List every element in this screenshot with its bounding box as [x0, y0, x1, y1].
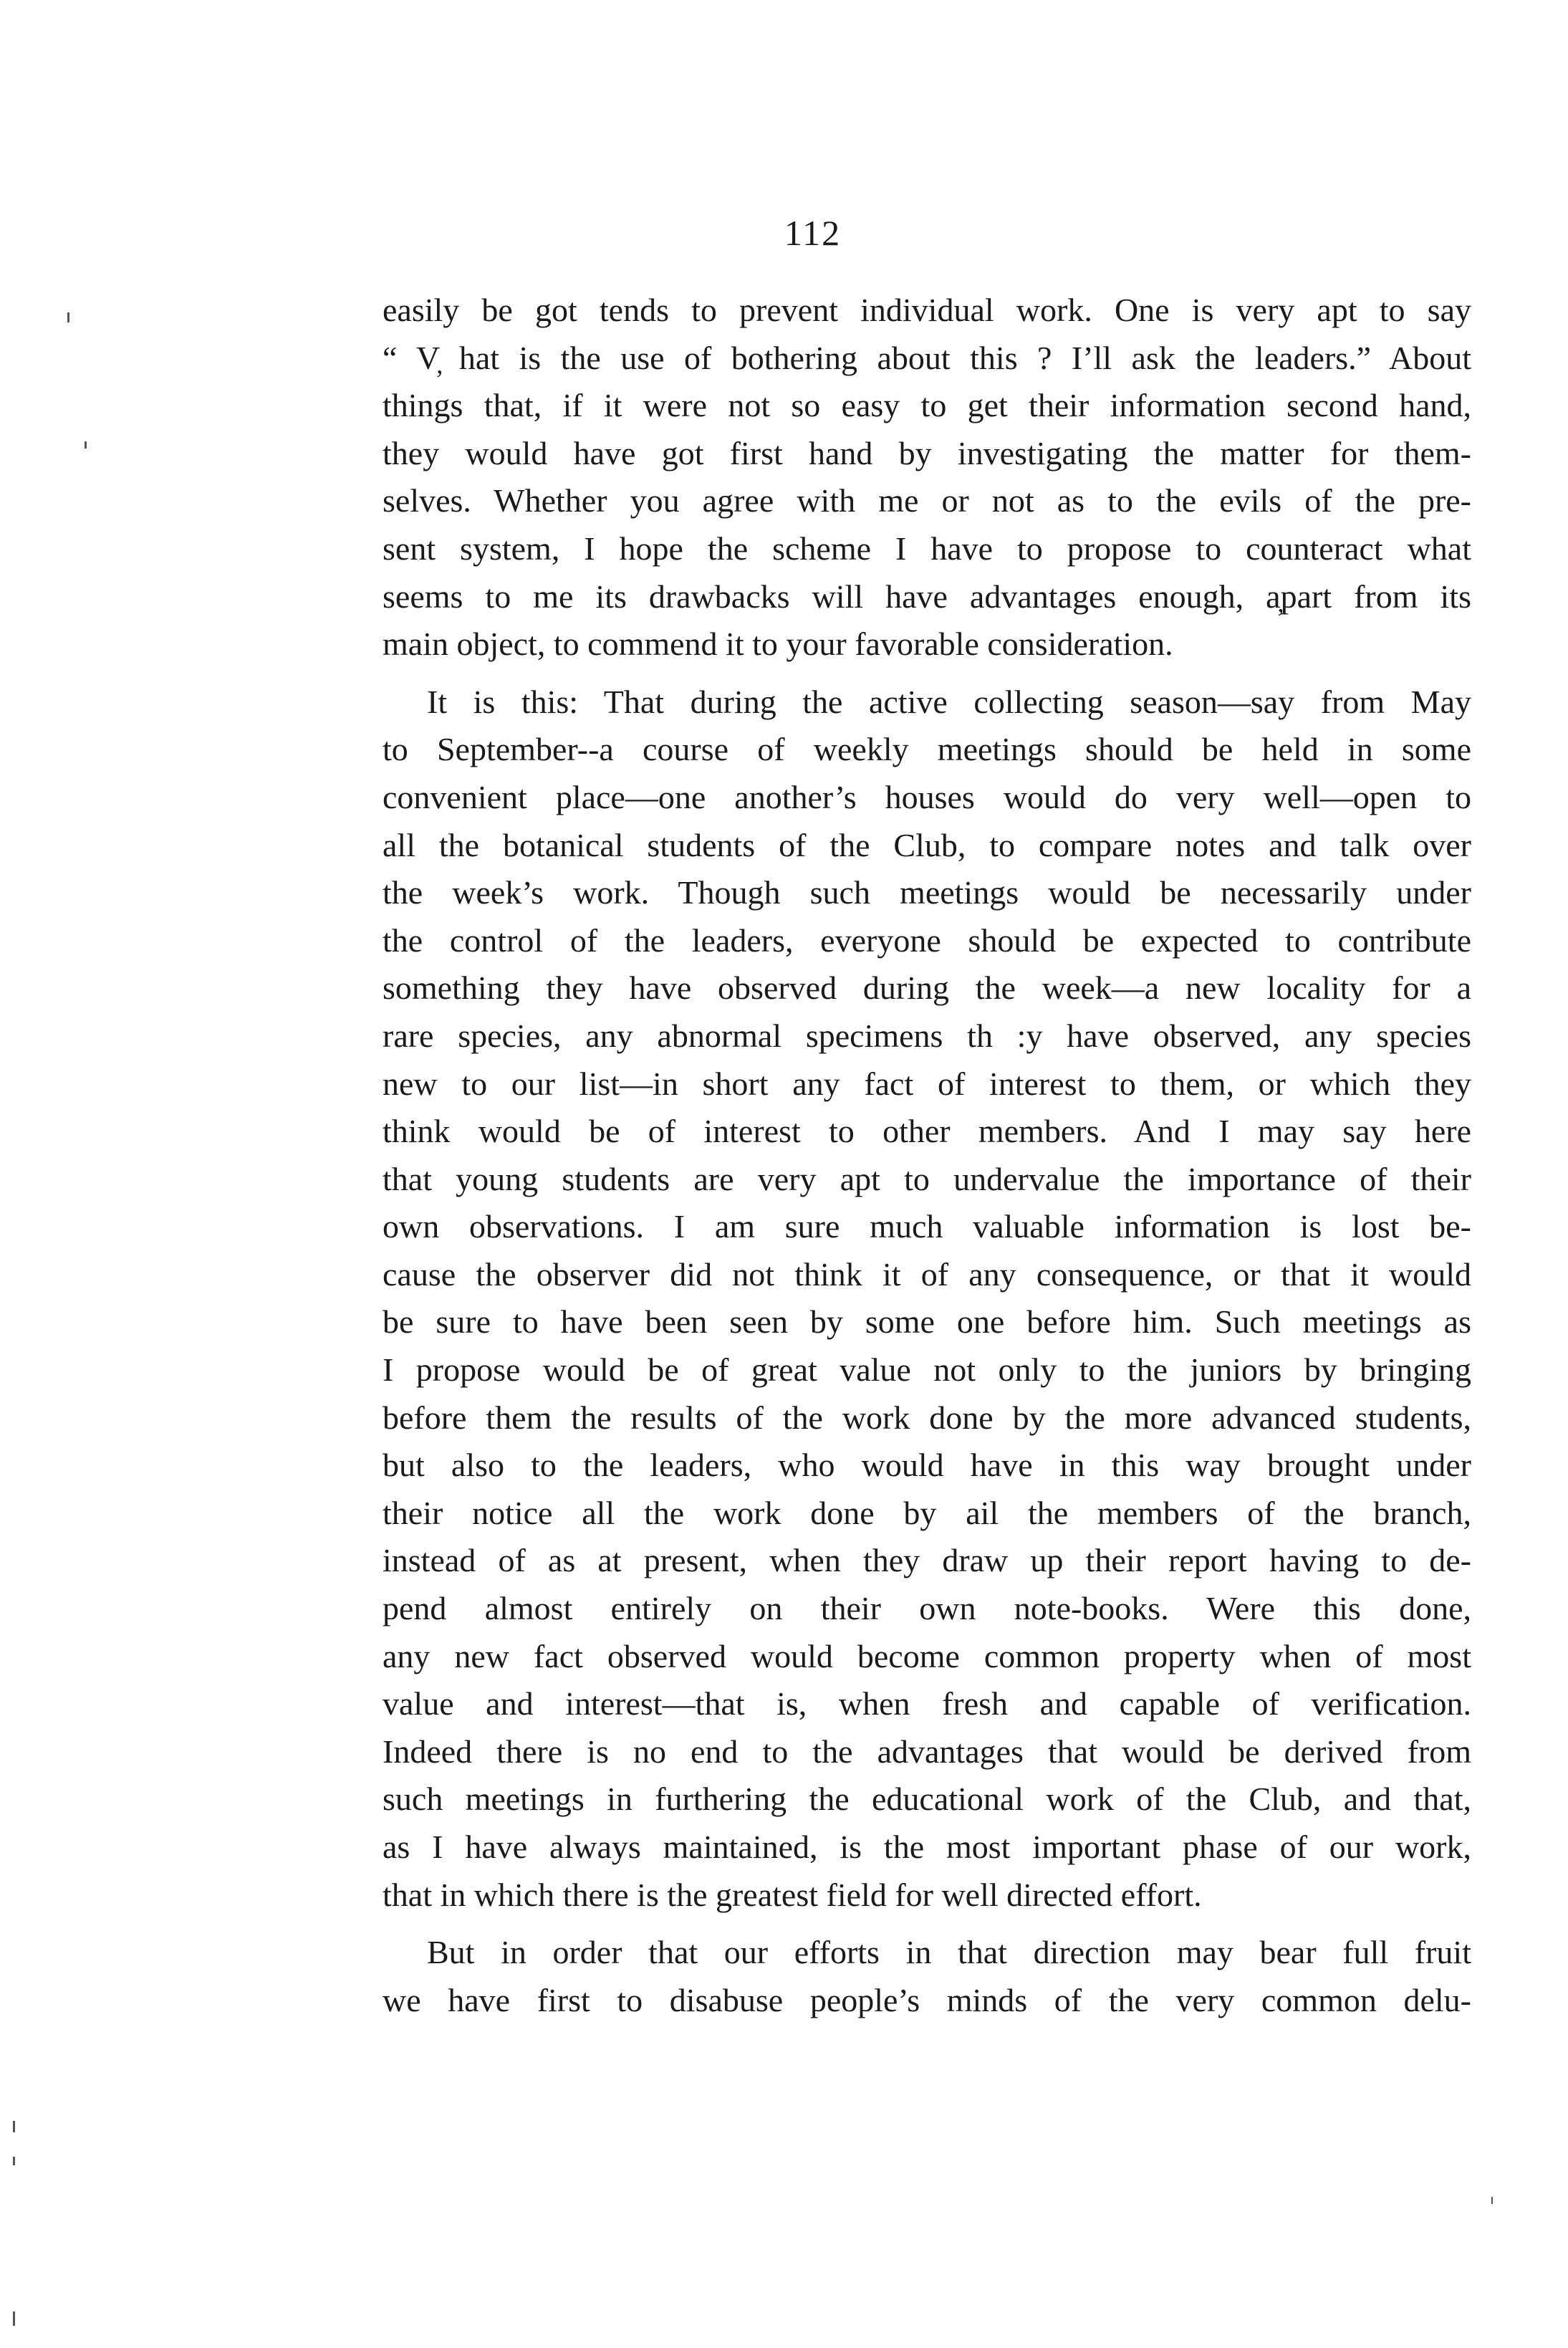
page-number: 112	[784, 213, 842, 253]
text-line: new to our list—in short any fact of interest to them, or which they	[383, 1065, 1471, 1102]
body-text	[383, 287, 1471, 2024]
text-line: before them the results of the work done by the more advanced students,	[383, 1399, 1471, 1436]
paragraph-gap	[383, 669, 1471, 679]
text-line: easily be got tends to prevent individual work. One is very apt to say	[383, 292, 1471, 328]
text-line: own observations. I am sure much valuable information is lost be-	[383, 1208, 1471, 1245]
text-line: any new fact observed would become common property when of most	[383, 1637, 1471, 1674]
scan-speck	[13, 2121, 15, 2132]
text-line: be sure to have been seen by some one before him. Such meetings as	[383, 1303, 1471, 1341]
text-line: we have first to disabuse people’s minds of the very common delu-	[383, 1981, 1471, 2018]
text-line: as I have always maintained, is the most important phase of our work,	[383, 1829, 1471, 1865]
text-line: cause the observer did not think it of any consequence, or that it would	[383, 1255, 1471, 1293]
text-line: main object, to commend it to your favorable consideration.	[383, 626, 1173, 663]
text-line: sent system, I hope the scheme I have to propose to counteract what	[383, 530, 1471, 567]
paragraph-3	[383, 1929, 1471, 2024]
text-line: their notice all the work done by ail the members of the branch,	[383, 1494, 1471, 1531]
text-line: but also to the leaders, who would have in this way brought under	[383, 1447, 1471, 1484]
text-line: all the botanical students of the Club, to compare notes and talk over	[383, 826, 1471, 863]
text-line: such meetings in furthering the educational work of the Club, and that,	[383, 1781, 1471, 1818]
text-line: seems to me its drawbacks will have advantages enough, a̦part from its	[383, 578, 1471, 615]
text-line: things that, if it were not so easy to get their information second hand,	[383, 387, 1471, 424]
text-line: I propose would be of great value not only to the juniors by bringing	[383, 1351, 1471, 1389]
text-line: that in which there is the greatest field for well directed effort.	[383, 1876, 1202, 1913]
paragraph-gap	[383, 1919, 1471, 1929]
scan-speck	[13, 2157, 15, 2165]
scan-speck	[67, 312, 69, 322]
scan-speck	[85, 441, 87, 449]
text-line: selves. Whether you agree with me or not as to the evils of the pre-	[383, 482, 1471, 519]
text-line: value and interest—that is, when fresh and capable of verification.	[383, 1685, 1471, 1722]
text-line: convenient place—one another’s houses would do very well—open to	[383, 778, 1471, 815]
paragraph-1	[383, 287, 1471, 669]
text-line: pend almost entirely on their own note-books. Were this done,	[383, 1590, 1471, 1627]
paragraph-2	[383, 679, 1471, 1919]
text-line: they would have got first hand by investigating the matter for them-	[383, 434, 1471, 471]
text-line: instead of as at present, when they draw up their report having to de-	[383, 1542, 1471, 1579]
text-line: to September--a course of weekly meetings should be held in some	[383, 731, 1471, 768]
text-line: something they have observed during the week—a new locality for a	[383, 969, 1471, 1007]
text-line: the week’s work. Though such meetings would be necessarily under	[383, 874, 1471, 911]
text-line: rare species, any abnormal specimens th :y have observed, any species	[383, 1017, 1471, 1054]
text-line: think would be of interest to other members. And I may say here	[383, 1113, 1471, 1150]
scan-speck	[1491, 2197, 1493, 2204]
scan-speck	[13, 2311, 15, 2326]
text-line: Indeed there is no end to the advantages that would be derived from	[383, 1733, 1471, 1770]
text-line: that young students are very apt to undervalue the importance of their	[383, 1160, 1471, 1197]
text-line: But in order that our efforts in that direction may bear full fruit	[427, 1934, 1471, 1971]
text-line: “ V̦ hat is the use of bothering about this ? I’ll ask the leaders.” About	[383, 339, 1471, 376]
text-line: the control of the leaders, everyone should be expected to contribute	[383, 921, 1471, 959]
text-line: It is this: That during the active collecting season—say from May	[427, 683, 1471, 720]
